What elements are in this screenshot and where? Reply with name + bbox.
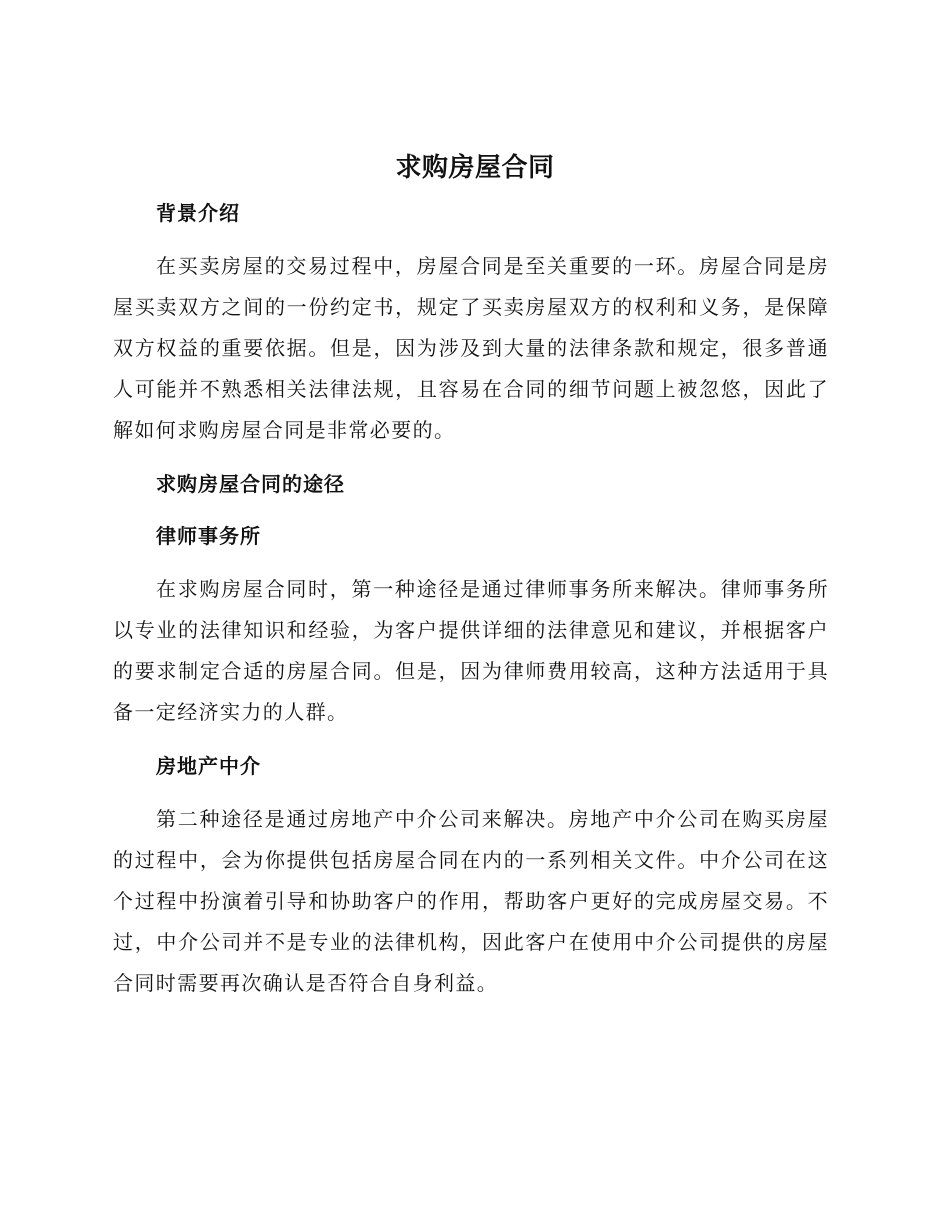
section-heading-agency: 房地产中介 xyxy=(156,754,261,778)
document-body xyxy=(113,194,829,1004)
section-heading-law-firm: 律师事务所 xyxy=(156,524,261,548)
section-heading-ways: 求购房屋合同的途径 xyxy=(156,472,345,496)
section-heading-background: 背景介绍 xyxy=(156,201,240,225)
document-title: 求购房屋合同 xyxy=(395,153,555,183)
paragraph-agency: 第二种途径是通过房地产中介公司来解决。房地产中介公司在购买房屋的过程中，会为你提供包括房屋合同在内的一系列相关文件。中介公司在这个过程中扮演着引导和协助客户的作用，帮助客户更好的完成房屋交易。不过，中介公司并不是专业的法律机构，因此客户在使用中介公司提供的房屋合同时需要再次确认是否符合自身利益。 xyxy=(113,807,829,995)
paragraph-background: 在买卖房屋的交易过程中，房屋合同是至关重要的一环。房屋合同是房屋买卖双方之间的一份约定书，规定了买卖房屋双方的权利和义务，是保障双方权益的重要依据。但是，因为涉及到大量的法律条款和规定，很多普通人可能并不熟悉相关法律法规，且容易在合同的细节问题上被忽悠，因此了解如何求购房屋合同是非常必要的。 xyxy=(113,254,829,442)
paragraph-law-firm: 在求购房屋合同时，第一种途径是通过律师事务所来解决。律师事务所以专业的法律知识和经验，为客户提供详细的法律意见和建议，并根据客户的要求制定合适的房屋合同。但是，因为律师费用较高，这种方法适用于具备一定经济实力的人群。 xyxy=(113,577,829,724)
